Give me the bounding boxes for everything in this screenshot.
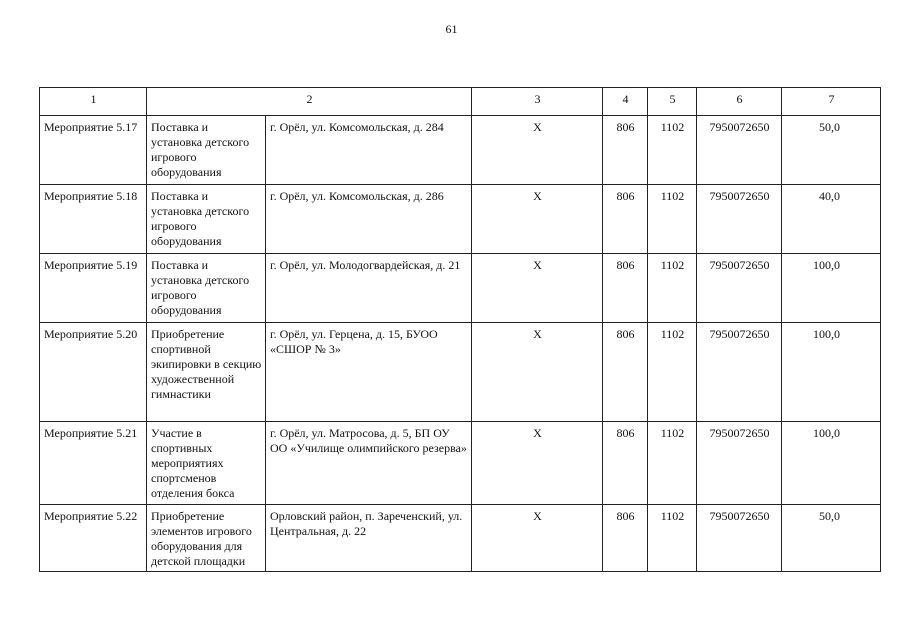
measure-col5: 1102 — [648, 185, 697, 254]
measure-col5: 1102 — [648, 422, 697, 505]
table-row — [40, 185, 881, 254]
measure-address: г. Орёл, ул. Молодогвардейская, д. 21 — [266, 254, 472, 323]
table-row — [40, 422, 881, 505]
measure-col3: Х — [472, 323, 603, 422]
measure-col5: 1102 — [648, 505, 697, 572]
measure-name: Приобретение элементов игрового оборудования для детской площадки — [147, 505, 266, 572]
measure-name: Приобретение спортивной экипировки в секцию художественной гимнастики — [147, 323, 266, 422]
measure-col5: 1102 — [648, 254, 697, 323]
measure-col5: 1102 — [648, 116, 697, 185]
header-col-4: 4 — [603, 88, 648, 116]
page-number: 61 — [445, 22, 458, 36]
measure-col6: 7950072650 — [697, 505, 782, 572]
measure-amount: 100,0 — [782, 422, 881, 505]
header-col-2: 2 — [147, 88, 472, 116]
measure-code: Мероприятие 5.20 — [40, 323, 147, 422]
measure-address: г. Орёл, ул. Матросова, д. 5, БП ОУ ОО «Училище олимпийского резерва» — [266, 422, 472, 505]
measure-col6: 7950072650 — [697, 254, 782, 323]
measure-code: Мероприятие 5.19 — [40, 254, 147, 323]
measure-name: Участие в спортивных мероприятиях спортсменов отделения бокса — [147, 422, 266, 505]
measure-code: Мероприятие 5.18 — [40, 185, 147, 254]
header-col-6: 6 — [697, 88, 782, 116]
measure-address: г. Орёл, ул. Комсомольская, д. 284 — [266, 116, 472, 185]
measure-col3: Х — [472, 422, 603, 505]
measure-col6: 7950072650 — [697, 116, 782, 185]
measure-name: Поставка и установка детского игрового оборудования — [147, 116, 266, 185]
measure-address: Орловский район, п. Зареченский, ул. Центральная, д. 22 — [266, 505, 472, 572]
table-row — [40, 254, 881, 323]
measure-col6: 7950072650 — [697, 422, 782, 505]
measure-address: г. Орёл, ул. Герцена, д. 15, БУОО «СШОР № 3» — [266, 323, 472, 422]
measure-col3: Х — [472, 185, 603, 254]
measure-col5: 1102 — [648, 323, 697, 422]
table-row — [40, 505, 881, 572]
measure-col4: 806 — [603, 185, 648, 254]
measure-code: Мероприятие 5.22 — [40, 505, 147, 572]
measure-col4: 806 — [603, 422, 648, 505]
measure-col3: Х — [472, 505, 603, 572]
measure-code: Мероприятие 5.21 — [40, 422, 147, 505]
header-col-3: 3 — [472, 88, 603, 116]
header-row — [40, 88, 881, 116]
header-col-1: 1 — [40, 88, 147, 116]
measure-col6: 7950072650 — [697, 185, 782, 254]
table-row — [40, 323, 881, 422]
measure-col4: 806 — [603, 505, 648, 572]
measure-col3: Х — [472, 254, 603, 323]
measure-amount: 100,0 — [782, 254, 881, 323]
measures-table — [39, 87, 881, 572]
header-col-7: 7 — [782, 88, 881, 116]
measure-col4: 806 — [603, 323, 648, 422]
measure-address: г. Орёл, ул. Комсомольская, д. 286 — [266, 185, 472, 254]
measure-col3: Х — [472, 116, 603, 185]
measure-col4: 806 — [603, 254, 648, 323]
measure-amount: 100,0 — [782, 323, 881, 422]
measure-amount: 50,0 — [782, 116, 881, 185]
measure-col4: 806 — [603, 116, 648, 185]
measure-amount: 40,0 — [782, 185, 881, 254]
measure-amount: 50,0 — [782, 505, 881, 572]
table-row — [40, 116, 881, 185]
header-col-5: 5 — [648, 88, 697, 116]
measure-name: Поставка и установка детского игрового оборудования — [147, 185, 266, 254]
measure-name: Поставка и установка детского игрового оборудования — [147, 254, 266, 323]
measure-code: Мероприятие 5.17 — [40, 116, 147, 185]
measure-col6: 7950072650 — [697, 323, 782, 422]
